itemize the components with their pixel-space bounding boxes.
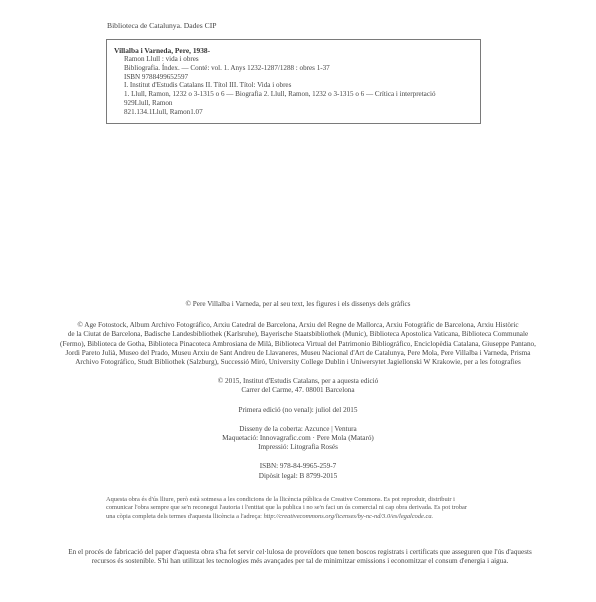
cip-line-isbn: ISBN 9788499652597: [124, 72, 189, 81]
cip-line-title: Ramon Llull : vida i obres: [124, 55, 199, 63]
cip-header: Biblioteca de Catalunya. Dades CIP: [107, 21, 217, 30]
photo-credits: [40, 321, 556, 367]
license-line: comunicar l'obra sempre que se'n reconegui l'autoria i l'entitat que la publica i no se'n faci un ús comercial ni cap obra derivada. Es pot trobar: [106, 504, 468, 512]
photo-credits-line: Jordi Pareto Julià, Museo del Prado, Museu Arxiu de Sant Andreu de Llavaneres, Museu Nacional d'Art de Catalunya, Pere Mola, Pere Villalba i Varneda, Prisma: [65, 348, 531, 357]
environmental-line: En el procés de fabricació del paper d'aquesta obra s'ha fet servir cel·lulosa de proveïdors que tenen boscos registrats i certificats que asseguren que l'ús d'aquests: [68, 548, 532, 556]
printing-credit: Impressió: Litografia Rosés: [258, 443, 338, 452]
license-notice: [106, 496, 494, 521]
legal-deposit: Dipòsit legal: B 8799-2015: [258, 471, 338, 480]
cip-line-classification-2: 821.134.1Llull, Ramon1.07: [124, 107, 203, 116]
publisher-address: Carrer del Carme, 47. 08001 Barcelona: [241, 386, 355, 395]
cip-record-lines: [114, 55, 472, 117]
first-edition-note: Primera edició (no venal): juliol del 2015: [238, 405, 358, 414]
photo-credits-line: Archivo Fotográfico, Studt Bibliothek (Salzburg), Successió Miró, University College Dublin i Uniwersytet Jagiellonski W Krakowie, per a les fotografies: [75, 358, 521, 367]
license-line-text: una còpia completa dels termes d'aquesta llicència a l'adreça:: [106, 512, 262, 520]
cip-line-classification-1: 929Llull, Ramon: [124, 98, 173, 107]
cip-line-subjects: 1. Llull, Ramon, 1232 o 3-1315 o 6 — Biografia 2. Llull, Ramon, 1232 o 3-1315 o 6 — Crítica i interpretació: [124, 90, 436, 99]
license-url-link[interactable]: http://creativecommons.org/licenses/by-nc-nd/3.0/es/legalcode.ca.: [263, 512, 434, 520]
photo-credits-line: © Age Fotostock, Album Archivo Fotográfico, Arxiu Catedral de Barcelona, Arxiu del Regne de Mallorca, Arxiu Fotogràfic de Barcelona, Arxiu Històric: [77, 321, 519, 330]
license-line: [106, 513, 494, 521]
environmental-note: [26, 548, 574, 567]
cip-line-entries: I. Institut d'Estudis Catalans II. Títol III. Títol: Vida i obres: [124, 81, 292, 90]
cip-record-box: [106, 39, 481, 124]
photo-credits-line: (Fermo), Biblioteca de Gotha, Biblioteca Pinacoteca Ambrosiana de Milà, Biblioteca Virtual del Patrimonio Bibliográfico, Enciclopèdia Catalana, Giuseppe Pantano,: [60, 339, 536, 348]
isbn: ISBN: 978-84-9965-259-7: [259, 462, 337, 471]
credits-block: [40, 300, 556, 481]
edition-copyright: © 2015, Institut d'Estudis Catalans, per a aquesta edició: [217, 377, 379, 386]
license-line: Aquesta obra és d'ús lliure, però està sotmesa a les condicions de la llicència pública de Creative Commons. Es pot reproduir, distribuir i: [106, 496, 455, 503]
environmental-line: recursos és sostenible. S'hi han utilitzat les tecnologies més avançades per tal de minimitzar emissions i economitzar el consum d'energia i aigua.: [91, 557, 509, 566]
author-copyright: © Pere Villalba i Varneda, per al seu text, les figures i els dissenys dels gràfics: [185, 300, 411, 308]
layout-credit: Maquetació: Innovagrafic.com · Pere Mola (Mataró): [222, 434, 374, 443]
cover-design-credit: Disseny de la coberta: Azcunce | Ventura: [239, 424, 357, 433]
photo-credits-line: de la Ciutat de Barcelona, Badische Landesbibliothek (Karlsruhe), Bayerische Staatsbibliothek (Munic), Biblioteca Apostolica Vaticana, Biblioteca Communale: [67, 330, 529, 339]
cip-line-bibliography: Bibliografia. Índex. — Conté: vol. 1. Anys 1232-1287/1288 : obres 1-37: [124, 63, 330, 72]
cip-author-heading: Villalba i Varneda, Pere, 1938-: [114, 46, 211, 55]
